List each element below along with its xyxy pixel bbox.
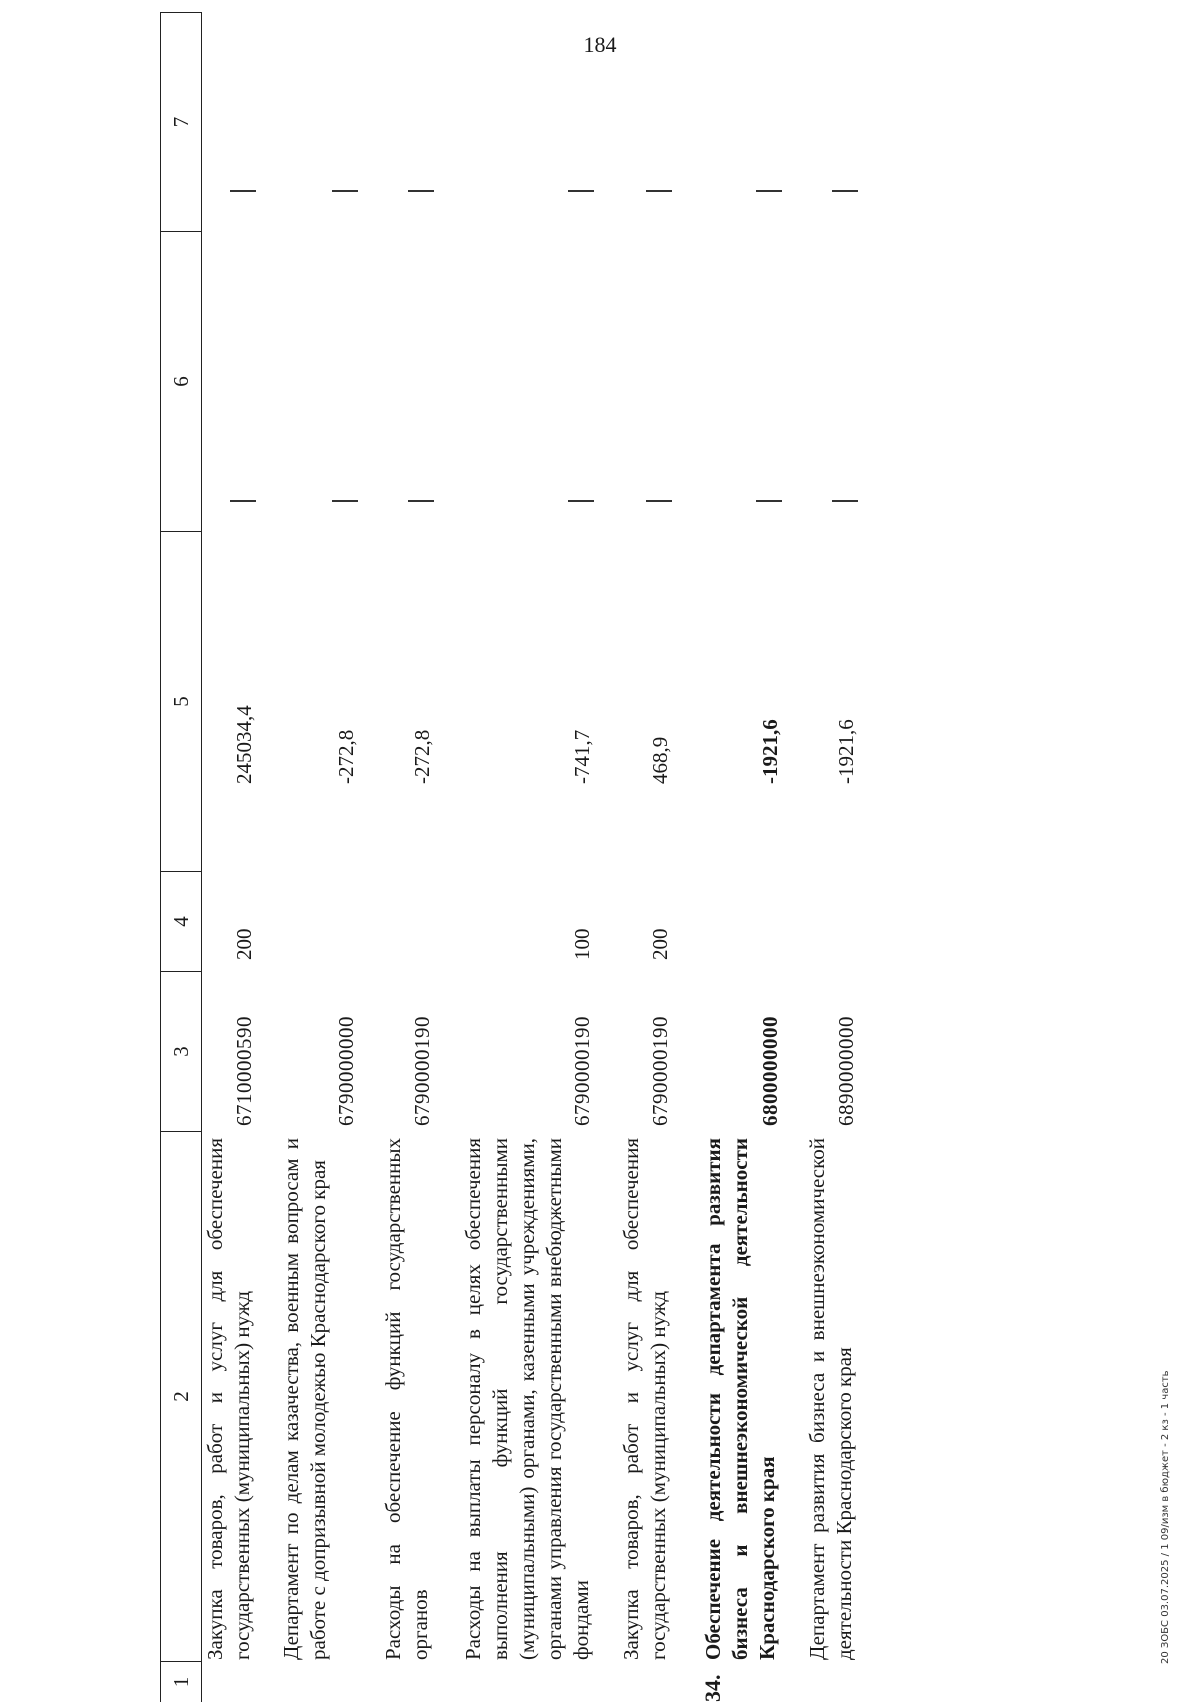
row-type: 200	[647, 890, 674, 960]
col7-dash	[832, 190, 858, 192]
row-name: Расходы на выплаты персоналу в целях обеспечения выполнения функций государственными (муниципальными) органами, казенными учреждениями, органами управления государственными внебюджетными фондами	[460, 1138, 595, 1660]
col6-dash	[832, 500, 858, 502]
row-code: 6790000190	[647, 976, 674, 1126]
col7-dash	[332, 190, 358, 192]
row-amount: -1921,6	[757, 654, 784, 784]
row-type: 100	[569, 890, 596, 960]
header-col-5: 5	[161, 532, 201, 872]
header-col-4: 4	[161, 872, 201, 972]
row-code: 6800000000	[757, 976, 784, 1126]
header-col-2: 2	[161, 1132, 201, 1662]
header-col-7: 7	[161, 12, 201, 232]
table-row	[618, 12, 674, 1702]
row-code: 6790000190	[569, 976, 596, 1126]
row-type: 200	[231, 890, 258, 960]
row-amount: -741,7	[569, 654, 596, 784]
col7-dash	[646, 190, 672, 192]
table-row	[380, 12, 436, 1702]
row-name: Департамент по делам казачества, военным вопросам и работе с допризывной молодежью Краснодарского края	[278, 1138, 332, 1660]
row-name: Расходы на обеспечение функций государственных органов	[380, 1138, 434, 1660]
row-amount: 245034,4	[231, 654, 258, 784]
row-amount: 468,9	[647, 654, 674, 784]
col6-dash	[756, 500, 782, 502]
row-code: 6790000000	[333, 976, 360, 1126]
table-row	[202, 12, 258, 1702]
table-row	[278, 12, 360, 1702]
page-number: 184	[0, 32, 1200, 58]
row-amount: -272,8	[409, 654, 436, 784]
row-amount: -272,8	[333, 654, 360, 784]
col7-dash	[408, 190, 434, 192]
row-amount: -1921,6	[833, 654, 860, 784]
col7-dash	[568, 190, 594, 192]
budget-table	[160, 12, 1100, 1702]
col7-dash	[230, 190, 256, 192]
row-code: 6790000190	[409, 976, 436, 1126]
row-name: Департамент развития бизнеса и внешнеэкономической деятельности Краснодарского края	[804, 1138, 858, 1660]
row-code: 6710000590	[231, 976, 258, 1126]
col6-dash	[332, 500, 358, 502]
table-header	[160, 12, 202, 1702]
row-number: 34.	[700, 1675, 726, 1702]
col6-dash	[230, 500, 256, 502]
col6-dash	[408, 500, 434, 502]
table-row	[700, 12, 784, 1702]
row-name: Закупка товаров, работ и услуг для обеспечения государственных (муниципальных) нужд	[618, 1138, 672, 1660]
header-col-6: 6	[161, 232, 201, 532]
header-col-3: 3	[161, 972, 201, 1132]
col6-dash	[568, 500, 594, 502]
col7-dash	[756, 190, 782, 192]
header-col-1: 1	[161, 1662, 201, 1702]
row-name: Закупка товаров, работ и услуг для обеспечения государственных (муниципальных) нужд	[202, 1138, 256, 1660]
row-code: 6890000000	[833, 976, 860, 1126]
table-row	[804, 12, 860, 1702]
table-row	[460, 12, 596, 1702]
col6-dash	[646, 500, 672, 502]
footer-stamp: 20 ЗОБС 03.07.2025 / 1 09/изм в бюджет - 2 кз - 1 часть	[1160, 1144, 1171, 1664]
row-name: Обеспечение деятельности департамента развития бизнеса и внешнеэкономической деятельности Краснодарского края	[700, 1138, 781, 1660]
